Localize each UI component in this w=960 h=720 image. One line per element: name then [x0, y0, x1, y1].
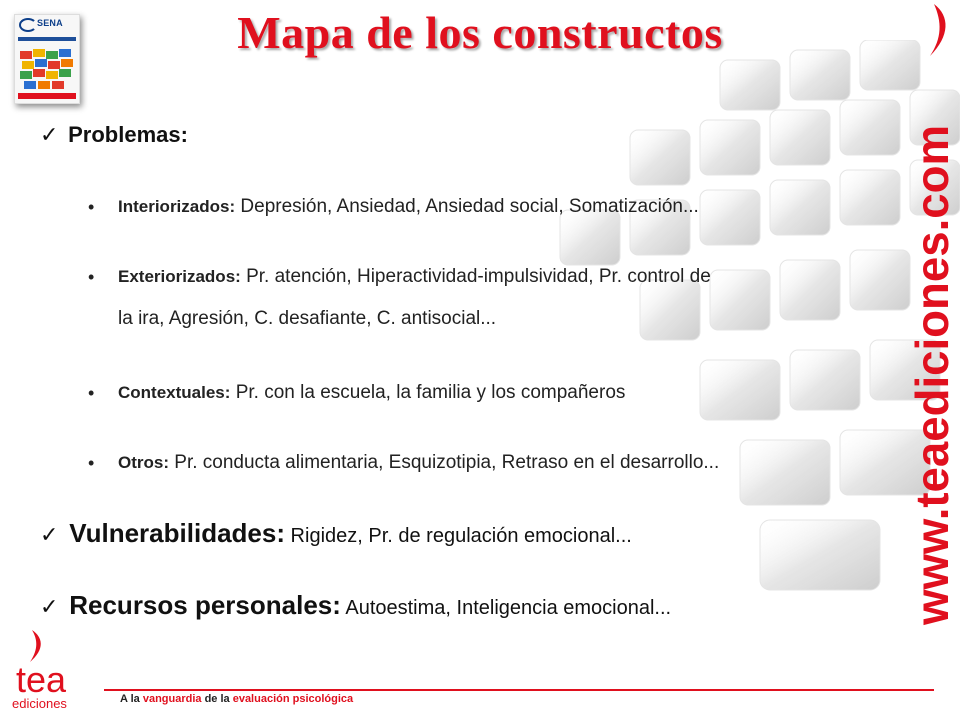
recursos-label: Recursos personales: — [69, 590, 341, 620]
bullet-dot-icon: • — [88, 383, 95, 403]
vulnerabilidades-text: Rigidez, Pr. de regulación emocional... — [285, 525, 632, 547]
tagline-prefix: A la — [120, 693, 143, 705]
bullet-text: Pr. atención, Hiperactividad-impulsividad, Pr. control de — [240, 266, 711, 287]
bullet-label: Otros: — [118, 453, 169, 472]
bullet-contextuales — [90, 372, 890, 414]
check-icon: ✓ — [40, 522, 59, 547]
cover-brand: SENA — [37, 18, 63, 28]
page-title: Mapa de los constructos — [237, 7, 723, 58]
recursos-text: Autoestima, Inteligencia emocional... — [340, 597, 672, 619]
tagline-accent-1: vanguardia — [142, 693, 202, 705]
bullet-otros — [90, 442, 890, 484]
vulnerabilidades-item — [40, 518, 632, 549]
bullet-dot-icon: • — [88, 197, 95, 217]
bullet-dot-icon: • — [88, 267, 95, 287]
vulnerabilidades-label: Vulnerabilidades: — [69, 518, 285, 548]
logo-sub: ediciones — [12, 696, 67, 711]
tagline-accent-2: evaluación psicológica — [232, 693, 354, 705]
bullet-text-continued: la ira, Agresión, C. desafiante, C. antisocial... — [118, 308, 497, 329]
footer-tagline — [120, 693, 353, 705]
bullet-label: Exteriorizados: — [118, 267, 241, 286]
bullet-text: Pr. conducta alimentaria, Esquizotipia, Retraso en el desarrollo... — [169, 452, 720, 473]
problemas-label: Problemas: — [68, 122, 188, 147]
bullet-exteriorizados — [90, 256, 890, 340]
bullet-interiorizados — [90, 186, 890, 228]
logo-word: tea — [16, 659, 67, 700]
tea-swoosh-icon — [30, 630, 41, 662]
tagline-mid: de la — [201, 693, 233, 705]
bullet-dot-icon: • — [88, 453, 95, 473]
bullet-text: Pr. con la escuela, la familia y los compañeros — [230, 382, 626, 403]
footer-divider — [104, 689, 934, 691]
check-icon: ✓ — [40, 122, 59, 147]
recursos-item — [40, 590, 671, 621]
keyboard-background-image — [300, 40, 960, 640]
problemas-item — [40, 122, 188, 148]
website-url: www.teaediciones.com — [906, 120, 958, 625]
website-watermark — [888, 120, 958, 630]
bullet-label: Contextuales: — [118, 383, 231, 402]
bullet-label: Interiorizados: — [118, 197, 236, 216]
tea-swoosh-icon — [924, 2, 954, 58]
tea-ediciones-logo — [8, 628, 98, 712]
check-icon: ✓ — [40, 594, 59, 619]
bullet-text: Depresión, Ansiedad, Ansiedad social, Somatización... — [235, 196, 699, 217]
